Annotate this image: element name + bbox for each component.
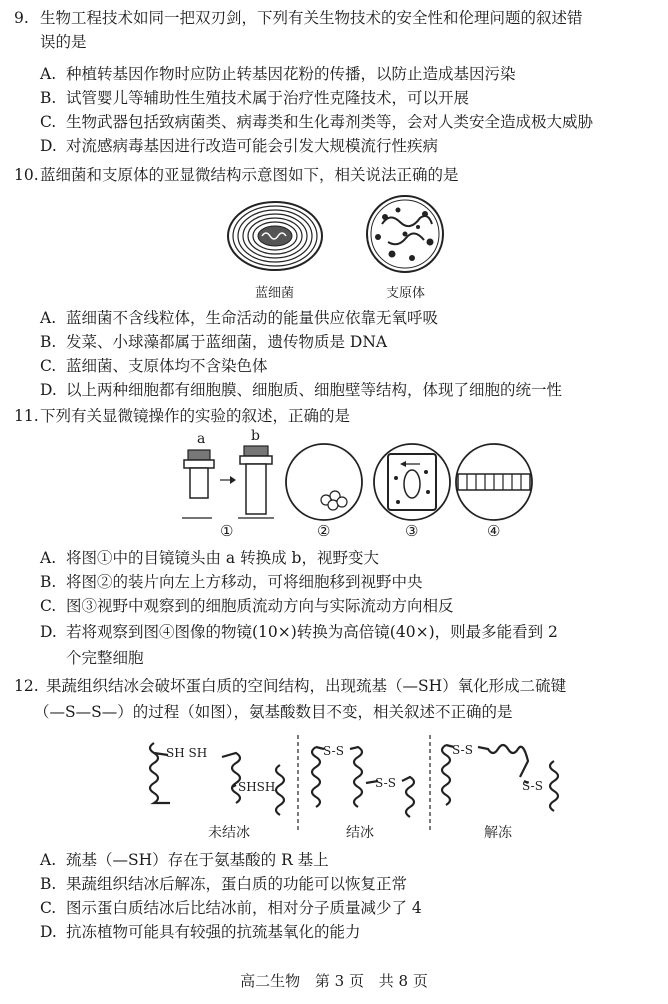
- sh-label-1: SH SH: [166, 746, 208, 760]
- option-10b: B. 发菜、小球藻都属于蓝细菌，遗传物质是 DNA: [40, 333, 388, 351]
- question-stem-cont: 误的是: [40, 33, 87, 51]
- question-9: [14, 6, 664, 56]
- ss-label-3: S-S: [452, 743, 473, 757]
- question-stem: 果蔬组织结冰会破坏蛋白质的空间结构，出现巯基（—SH）氧化形成二硫键: [46, 677, 567, 695]
- eyepiece-label-b: b: [251, 428, 260, 444]
- question-number: 12.: [14, 677, 39, 695]
- question-11: [14, 404, 664, 430]
- eyepiece-a-illustration: [184, 450, 214, 498]
- stage-label-frozen: 结冰: [346, 825, 374, 841]
- eyepiece-label-a: a: [197, 431, 206, 447]
- stage-label-thawed: 解冻: [484, 825, 512, 841]
- option-10d: D. 以上两种细胞都有细胞膜、细胞质、细胞壁等结构，体现了细胞的统一性: [40, 381, 563, 399]
- mycoplasma-illustration: [367, 196, 443, 272]
- label-cyanobacteria: 蓝细菌: [255, 286, 295, 301]
- cyanobacteria-illustration: [228, 202, 322, 270]
- microscope-figure: [176, 432, 536, 532]
- option-11d: D. 若将观察到图④图像的物镜(10×)转换为高倍镜(40×)，则最多能看到 2: [40, 623, 558, 641]
- question-stem: 下列有关显微镜操作的实验的叙述，正确的是: [40, 407, 351, 425]
- option-10a: A. 蓝细菌不含线粒体，生命活动的能量供应依靠无氧呼吸: [40, 309, 439, 327]
- option-9b: B. 试管婴儿等辅助性生殖技术属于治疗性克隆技术，可以开展: [40, 89, 470, 107]
- footer-page: 第 3 页: [314, 972, 364, 990]
- question-stem: 生物工程技术如同一把双刃剑，下列有关生物技术的安全性和伦理问题的叙述错: [40, 9, 583, 27]
- figure-label-4: ④: [487, 522, 501, 540]
- footer-subject: 高二生物: [240, 972, 301, 990]
- ss-label-4: S-S: [522, 779, 543, 793]
- question-12: [14, 674, 664, 724]
- question-stem-cont: （—S—S—）的过程（如图），氨基酸数目不变，相关叙述不正确的是: [34, 703, 513, 721]
- question-number: 11.: [14, 407, 39, 425]
- option-11a: A. 将图①中的目镜镜头由 a 转换成 b，视野变大: [40, 549, 379, 567]
- ss-label-2: S-S: [375, 776, 396, 790]
- question-number: 9.: [14, 9, 29, 27]
- option-11c: C. 图③视野中观察到的细胞质流动方向与实际流动方向相反: [40, 597, 454, 615]
- figure-label-3: ③: [405, 522, 419, 540]
- stage-label-unfrozen: 未结冰: [208, 825, 250, 841]
- eyepiece-b-illustration: [240, 446, 272, 514]
- option-12b: B. 果蔬组织结冰后解冻，蛋白质的功能可以恢复正常: [40, 875, 408, 893]
- option-11b: B. 将图②的装片向左上方移动，可将细胞移到视野中央: [40, 573, 423, 591]
- ss-label-1: S-S: [323, 744, 344, 758]
- option-11d-cont: 个完整细胞: [66, 649, 144, 667]
- page-footer: [0, 970, 668, 991]
- option-9a: A. 种植转基因作物时应防止转基因花粉的传播，以防止造成基因污染: [40, 65, 516, 83]
- question-stem: 蓝细菌和支原体的亚显微结构示意图如下，相关说法正确的是: [40, 166, 459, 184]
- question-10: [14, 163, 664, 189]
- option-9c: C. 生物武器包括致病菌类、病毒类和生化毒剂类等，会对人类安全造成极大威胁: [40, 113, 594, 131]
- figure-label-1: ①: [220, 522, 234, 540]
- option-12d: D. 抗冻植物可能具有较强的抗巯基氧化的能力: [40, 923, 361, 941]
- figure-label-2: ②: [317, 522, 331, 540]
- option-12c: C. 图示蛋白质结冰后比结冰前，相对分子质量减少了 4: [40, 899, 422, 917]
- question-number: 10.: [14, 166, 39, 184]
- option-12a: A. 巯基（—SH）存在于氨基酸的 R 基上: [40, 851, 329, 869]
- option-10c: C. 蓝细菌、支原体均不含染色体: [40, 357, 268, 375]
- footer-total: 共 8 页: [378, 972, 428, 990]
- sh-label-2: SHSH: [238, 780, 276, 794]
- label-mycoplasma: 支原体: [386, 286, 426, 301]
- option-9d: D. 对流感病毒基因进行改造可能会引发大规模流行性疾病: [40, 137, 439, 155]
